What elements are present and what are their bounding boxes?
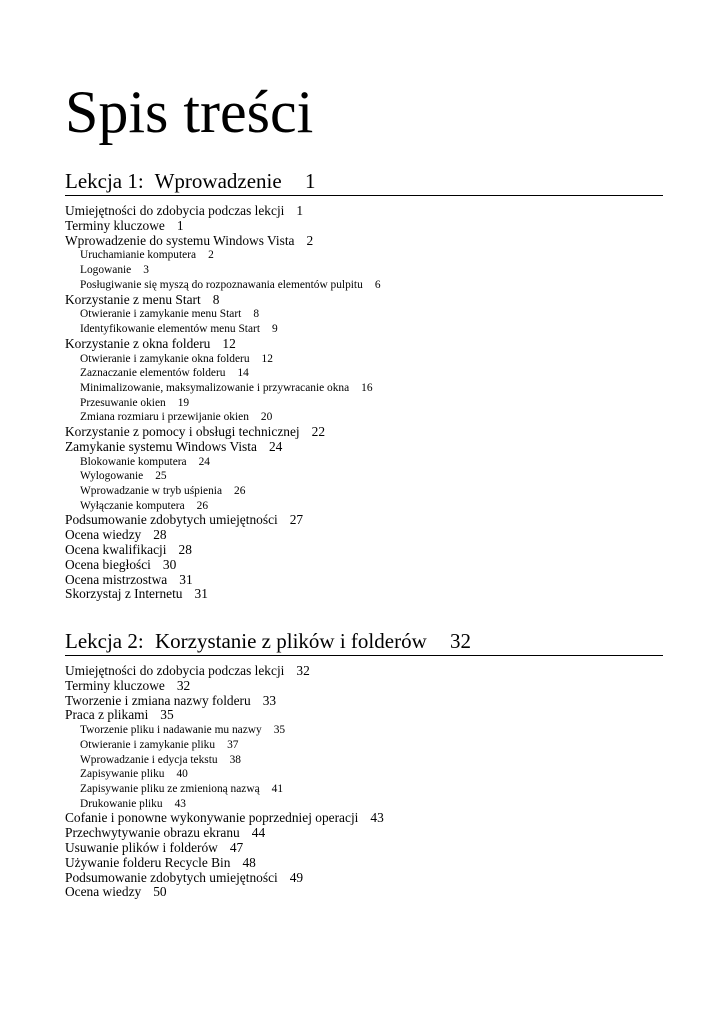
toc-subentry[interactable] [65,484,663,499]
toc-subentry[interactable] [65,263,663,278]
toc-entry[interactable] [65,337,663,352]
entry-title: Otwieranie i zamykanie pliku [80,738,216,751]
entry-page-number: 43 [370,810,384,826]
entry-page-number: 50 [153,884,167,900]
chapter-page-number: 1 [304,169,316,193]
entry-title: Otwieranie i zamykanie okna folderu [80,352,250,365]
entry-page-number: 12 [261,352,273,365]
toc-subentry[interactable] [65,455,663,470]
entry-title: Ocena biegłości [65,556,151,572]
entry-page-number: 20 [260,411,273,424]
entry-page-number: 1 [296,203,304,218]
entry-title: Korzystanie z okna folderu [65,335,211,351]
entry-title: Praca z plikami [65,707,149,723]
toc-entry[interactable] [65,573,663,588]
entry-page-number: 12 [222,335,236,351]
toc-entry[interactable] [65,425,663,440]
toc-entry[interactable] [65,708,663,723]
toc-subentry[interactable] [65,723,663,738]
entry-page-number: 26 [234,485,246,498]
chapter-name: Wprowadzenie [154,169,282,193]
chapter-heading[interactable] [65,628,663,656]
entry-page-number: 47 [229,840,244,855]
toc-entry[interactable] [65,513,663,528]
entry-title: Terminy kluczowe [65,677,165,693]
toc-entry[interactable] [65,440,663,455]
entry-title: Wprowadzenie do systemu Windows Vista [65,232,295,248]
toc-subentry[interactable] [65,278,663,293]
toc-subentry[interactable] [65,797,663,812]
toc-subentry[interactable] [65,753,663,768]
toc-entry[interactable] [65,528,663,543]
entry-title: Zaznaczanie elementów folderu [80,367,226,380]
toc-subentry[interactable] [65,767,663,782]
toc-entry[interactable] [65,885,663,900]
entry-title: Ocena mistrzostwa [65,571,168,587]
entry-title: Zapisywanie pliku ze zmienioną nazwą [80,783,260,795]
entry-title: Przechwytywanie obrazu ekranu [65,825,240,841]
entry-title: Wyłączanie komputera [80,499,185,512]
entry-page-number: 40 [176,768,188,781]
entry-title: Ocena kwalifikacji [65,542,167,558]
entry-title: Minimalizowanie, maksymalizowanie i przywracanie okna [80,381,350,394]
entry-title: Wylogowanie [80,470,144,483]
entry-page-number: 35 [160,707,174,723]
entry-page-number: 8 [253,308,260,321]
entry-page-number: 31 [179,571,193,587]
entry-page-number: 48 [242,854,256,870]
entry-title: Blokowanie komputera [80,455,187,468]
page-title: Spis treści [65,79,314,145]
chapter-1 [65,168,663,602]
chapter-name: Korzystanie z plików i folderów [154,629,427,653]
entry-title: Zamykanie systemu Windows Vista [65,438,257,454]
entry-page-number: 2 [208,249,214,262]
entry-page-number: 25 [155,470,167,483]
entry-page-number: 30 [162,556,177,572]
entry-page-number: 43 [174,797,186,810]
entry-title: Umiejętności do zdobycia podczas lekcji [65,203,285,218]
entry-title: Identyfikowanie elementów menu Start [80,323,260,335]
entry-title: Drukowanie pliku [80,797,163,810]
toc-entry[interactable] [65,587,663,602]
entry-title: Otwieranie i zamykanie menu Start [80,308,242,321]
entry-page-number: 2 [306,232,314,248]
toc-subentry[interactable] [65,410,663,425]
entry-title: Ocena wiedzy [65,884,142,900]
toc-entry[interactable] [65,219,663,234]
entry-title: Używanie folderu Recycle Bin [65,854,231,870]
entry-page-number: 33 [262,692,277,708]
entry-title: Usuwanie plików i folderów [65,840,218,855]
entry-page-number: 14 [237,367,249,380]
toc-entry[interactable] [65,856,663,871]
entry-title: Przesuwanie okien [80,396,166,409]
entry-page-number: 24 [198,455,210,468]
toc-entry[interactable] [65,558,663,573]
toc-subentry[interactable] [65,396,663,411]
entry-title: Logowanie [80,264,132,277]
entry-title: Umiejętności do zdobycia podczas lekcji [65,663,285,678]
entry-title: Tworzenie pliku i nadawanie mu nazwy [80,724,262,737]
entry-title: Uruchamianie komputera [80,249,197,262]
entry-page-number: 49 [289,869,304,885]
toc-entry[interactable] [65,679,663,694]
toc-entry[interactable] [65,234,663,249]
entry-title: Podsumowanie zdobytych umiejętności [65,512,278,528]
entry-page-number: 38 [229,753,241,766]
entry-title: Podsumowanie zdobytych umiejętności [65,869,278,885]
toc-subentry[interactable] [65,782,663,797]
chapter-heading[interactable] [65,168,663,196]
entry-page-number: 1 [176,217,184,233]
toc-subentry[interactable] [65,381,663,396]
chapter-entries [65,664,663,900]
toc-entry[interactable] [65,826,663,841]
entry-page-number: 16 [361,381,373,394]
entry-page-number: 31 [194,586,208,602]
toc-entry[interactable] [65,694,663,709]
chapter-entries [65,204,663,602]
entry-page-number: 44 [251,825,266,841]
entry-title: Cofanie i ponowne wykonywanie poprzedniej operacji [65,810,359,826]
chapter-2 [65,628,663,900]
toc-entry[interactable] [65,293,663,308]
entry-page-number: 9 [271,323,278,335]
entry-title: Skorzystaj z Internetu [65,586,183,602]
entry-title: Zmiana rozmiaru i przewijanie okien [80,411,249,424]
toc-entry[interactable] [65,664,663,679]
toc-entry[interactable] [65,543,663,558]
entry-page-number: 26 [196,499,209,512]
entry-title: Korzystanie z pomocy i obsługi technicznej [65,424,300,440]
chapter-page-number: 32 [449,629,471,653]
entry-page-number: 37 [227,738,239,751]
entry-page-number: 6 [374,278,381,291]
entry-page-number: 22 [311,424,326,440]
entry-page-number: 19 [177,396,190,409]
entry-page-number: 28 [178,542,192,558]
toc-subentry[interactable] [65,366,663,381]
toc-subentry[interactable] [65,322,663,337]
toc-entry[interactable] [65,841,663,856]
toc-entry[interactable] [65,871,663,886]
entry-title: Posługiwanie się myszą do rozpoznawania elementów pulpitu [80,278,363,291]
entry-page-number: 32 [296,663,310,678]
entry-title: Wprowadzanie w tryb uśpienia [80,485,223,498]
toc-subentry[interactable] [65,248,663,263]
entry-title: Tworzenie i zmiana nazwy folderu [65,692,251,708]
toc-entry[interactable] [65,204,663,219]
toc-entry[interactable] [65,811,663,826]
entry-title: Zapisywanie pliku [80,768,165,781]
entry-page-number: 41 [271,783,284,795]
toc-subentry[interactable] [65,352,663,367]
entry-page-number: 24 [268,438,283,454]
chapter-label: Lekcja 1: [65,169,144,193]
toc-subentry[interactable] [65,738,663,753]
toc-subentry[interactable] [65,499,663,514]
entry-title: Korzystanie z menu Start [65,291,201,307]
entry-page-number: 28 [153,527,167,543]
entry-page-number: 3 [143,264,149,277]
entry-title: Ocena wiedzy [65,527,142,543]
toc-subentry[interactable] [65,307,663,322]
entry-page-number: 8 [212,291,220,307]
entry-title: Terminy kluczowe [65,217,165,233]
entry-page-number: 35 [273,724,286,737]
entry-page-number: 32 [176,677,191,693]
entry-title: Wprowadzanie i edycja tekstu [80,753,218,766]
toc-subentry[interactable] [65,469,663,484]
chapter-label: Lekcja 2: [65,629,144,653]
entry-page-number: 27 [289,512,304,528]
